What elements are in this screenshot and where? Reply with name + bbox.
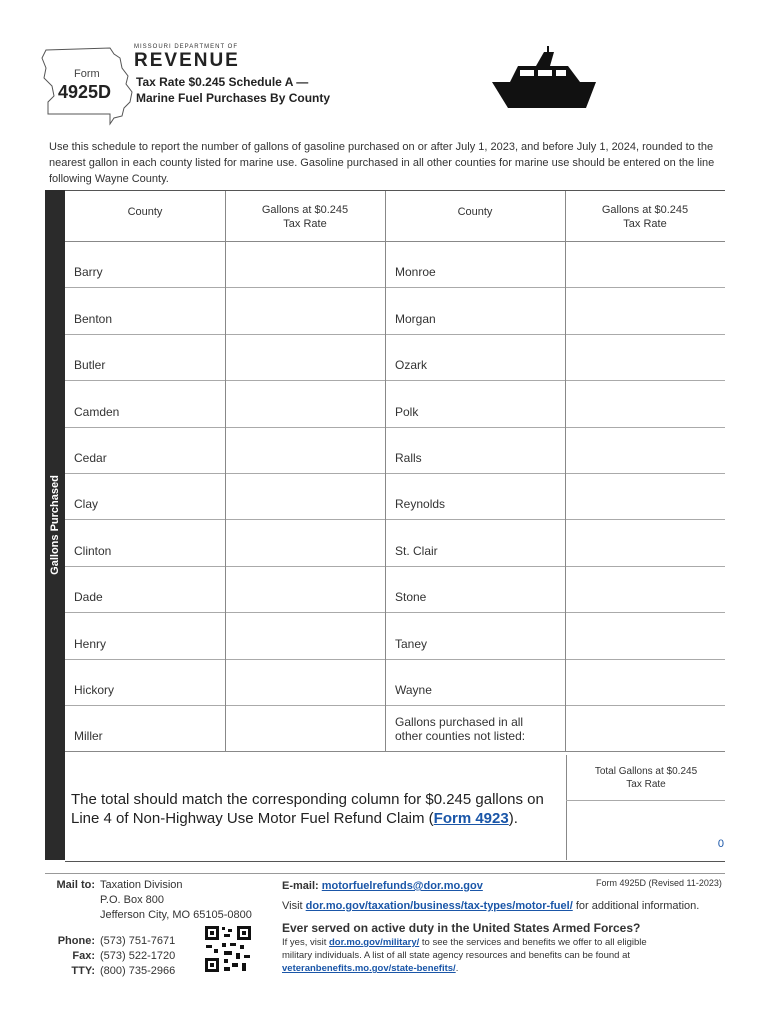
mail-line3: Jefferson City, MO 65105-0800 [100,909,252,921]
military-heading: Ever served on active duty in the United States Armed Forces? [282,921,641,935]
county-name-right: Polk [395,404,419,419]
form-number: 4925D [58,82,112,102]
county-name-left: Camden [74,404,120,419]
qr-code-icon [204,925,252,973]
gallons-input-right[interactable] [565,519,725,565]
gallons-input-right[interactable] [565,612,725,658]
visit-suffix: for additional information. [575,900,700,912]
gallons-input-left[interactable] [225,241,385,287]
military-suffix: to see the services and benefits we offer to all eligible [421,937,647,948]
gallons-input-right[interactable] [565,334,725,380]
gallons-input-right[interactable] [565,287,725,333]
email-link[interactable]: motorfuelrefunds@dor.mo.gov [321,880,483,892]
fax-label: Fax: [72,950,95,962]
tty-number: (800) 735-2966 [100,965,176,977]
fax-number: (573) 522-1720 [100,950,176,962]
col-header-county-right: County [457,206,493,218]
department-name: MISSOURI DEPARTMENT OF [134,44,239,50]
total-label-line1: Total Gallons at $0.245 [594,766,698,777]
county-name-right: Morgan [395,311,436,326]
total-label-line2: Tax Rate [626,779,666,790]
gallons-input-left[interactable] [225,566,385,612]
phone-label: Phone: [57,935,95,947]
county-table [65,190,725,862]
military-end: . [455,963,459,974]
military-line1 [282,936,647,950]
gallons-input-right[interactable] [565,427,725,473]
county-name-left: Henry [74,636,107,651]
gallons-input-left[interactable] [225,473,385,519]
phone-number: (573) 751-7671 [100,935,176,947]
total-note-line2 [71,809,571,828]
gallons-input-left[interactable] [225,427,385,473]
county-name-right: Ozark [395,358,428,373]
other-counties-label [395,715,525,743]
visit-prefix: Visit [282,900,303,912]
total-divider-h [566,800,725,801]
county-name-left: Miller [74,729,103,744]
col-header-gallons-left [225,203,385,231]
agency-logo: REVENUE [134,50,240,71]
email-label: E-mail: [282,880,319,892]
page-subtitle: Marine Fuel Purchases By County [136,91,331,105]
column-divider [385,191,386,751]
page-title: Tax Rate $0.245 Schedule A — [136,75,309,89]
gallons-input-right[interactable] [565,705,725,751]
instructions-text: Use this schedule to report the number of gallons of gasoline purchased on or after July 1, 2023, and before July 1, 2024, rounded to the nearest gallon in each county listed for marine use. Gasoline purchased in all other counties for marine use should be entered on the line following Wayne County. [49,141,715,185]
county-name-right: Monroe [395,265,436,280]
motor-fuel-link[interactable]: dor.mo.gov/taxation/business/tax-types/motor-fuel/ [305,900,573,912]
county-name-left: Clay [74,497,99,512]
county-name-left: Cedar [74,451,107,465]
county-name-left: Butler [74,358,106,373]
mail-line1: Taxation Division [100,879,183,891]
total-note-suffix: ). [508,810,518,827]
gallons-input-left[interactable] [225,612,385,658]
gallons-input-left[interactable] [225,659,385,705]
gallons-input-left[interactable] [225,287,385,333]
military-link[interactable]: dor.mo.gov/military/ [328,937,420,948]
total-note-line1: The total should match the corresponding column for $0.245 gallons on [71,791,544,808]
gallons-input-right[interactable] [565,473,725,519]
military-line3 [282,962,458,976]
county-name-right: Wayne [395,683,432,697]
gallons-input-left[interactable] [225,519,385,565]
visit-line [282,899,699,914]
county-name-left: Barry [74,265,103,280]
col-header-county-left: County [127,206,163,218]
gallons-purchased-label: Gallons Purchased [49,475,61,575]
col-header-gallons-right-line1: Gallons at $0.245 [601,204,689,216]
total-note [71,790,571,828]
gallons-input-right[interactable] [565,241,725,287]
county-name-right: Reynolds [395,497,446,512]
gallons-input-right[interactable] [565,380,725,426]
other-counties-line1: Gallons purchased in all [395,715,524,729]
county-name-right: Stone [395,590,427,605]
total-note-line2-text: Line 4 of Non-Highway Use Motor Fuel Refund Claim ( [71,810,434,827]
col-header-gallons-left-line2: Tax Rate [283,218,327,230]
form-4923-link[interactable]: Form 4923 [433,810,509,827]
county-name-right: Taney [395,636,428,651]
county-name-left: Hickory [74,683,115,697]
total-gallons-value[interactable]: 0 [717,838,724,850]
county-name-right: Ralls [395,451,422,465]
col-header-gallons-left-line1: Gallons at $0.245 [261,204,349,216]
column-divider [225,191,226,751]
other-counties-line2: other counties not listed: [395,729,526,743]
col-header-gallons-right [565,203,725,231]
sidebar-label [45,190,65,860]
tty-label: TTY: [71,965,95,977]
table-bottom-divider [65,751,725,752]
boat-icon [490,44,600,114]
county-name-left: Benton [74,311,113,326]
county-name-left: Clinton [74,543,112,558]
military-prefix: If yes, visit [282,937,327,948]
county-name-right: St. Clair [395,543,438,558]
total-label [566,765,726,791]
column-divider [565,191,566,751]
gallons-input-right[interactable] [565,659,725,705]
military-line2: military individuals. A list of all state agency resources and benefits can be found at [282,950,631,961]
form-revision: Form 4925D (Revised 11-2023) [596,878,722,888]
mail-label: Mail to: [56,879,95,891]
gallons-input-left[interactable] [225,380,385,426]
mail-line2: P.O. Box 800 [100,894,165,906]
gallons-input-right[interactable] [565,566,725,612]
form-label: Form [74,68,100,80]
footer-divider [45,873,725,874]
email-line [282,879,483,894]
gallons-input-left[interactable] [225,705,385,751]
gallons-input-left[interactable] [225,334,385,380]
veteran-benefits-link[interactable]: veteranbenefits.mo.gov/state-benefits/ [282,963,456,974]
col-header-gallons-right-line2: Tax Rate [623,218,667,230]
county-name-left: Dade [74,590,103,605]
